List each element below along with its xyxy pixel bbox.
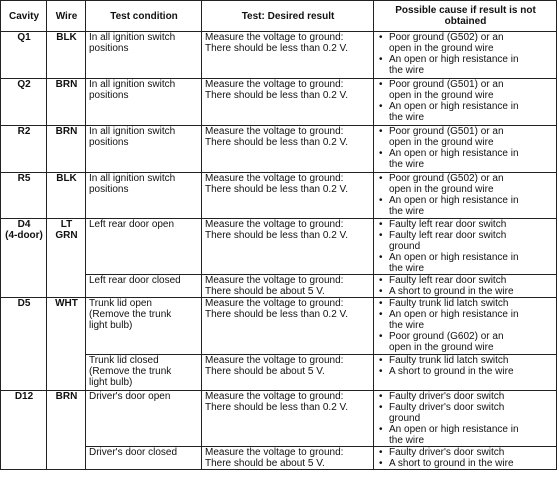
table-row — [1, 79, 557, 126]
wire-text: BLK — [56, 173, 77, 184]
cause-item — [377, 79, 554, 101]
cause-text: Poor ground (G502) or an — [389, 32, 504, 43]
cause-item — [377, 275, 554, 286]
condition-text: Trunk lid closed — [89, 355, 159, 366]
header-cavity: Cavity — [1, 1, 47, 32]
cause-text: A short to ground in the wire — [389, 286, 514, 297]
wire-text: BRN — [55, 391, 78, 402]
bullet-icon: • — [379, 331, 383, 342]
test-condition-cell — [86, 79, 202, 126]
cause-item — [377, 101, 554, 123]
cavity-text: Q1 — [17, 32, 31, 43]
cavity-text: R5 — [17, 173, 31, 184]
result-text: There should be less than 0.2 V. — [205, 43, 349, 54]
test-condition-cell — [86, 173, 202, 219]
wire-text: GRN — [55, 230, 78, 241]
test-condition-cell — [86, 391, 202, 447]
cause-item — [377, 331, 554, 353]
cause-item — [377, 219, 554, 230]
result-text: There should be less than 0.2 V. — [205, 402, 349, 413]
test-condition-cell — [86, 355, 202, 391]
cause-item — [377, 54, 554, 76]
bullet-icon: • — [379, 32, 383, 43]
bullet-icon: • — [379, 79, 383, 90]
bullet-icon: • — [379, 458, 383, 469]
condition-text: positions — [89, 90, 129, 101]
bullet-icon: • — [379, 219, 383, 230]
bullet-icon: • — [379, 424, 383, 435]
possible-cause-cell — [374, 298, 557, 355]
possible-cause-cell — [374, 126, 557, 173]
cause-text: the wire — [389, 159, 425, 170]
cavity-cell — [1, 173, 47, 219]
wire-cell — [47, 391, 86, 470]
table-row — [1, 391, 557, 447]
bullet-icon: • — [379, 230, 383, 241]
cavity-cell — [1, 32, 47, 79]
bullet-icon: • — [379, 402, 383, 413]
possible-cause-cell — [374, 355, 557, 391]
wire-cell — [47, 79, 86, 126]
cause-text: the wire — [389, 206, 425, 217]
table-row — [1, 298, 557, 355]
cause-item — [377, 391, 554, 402]
cause-text: open in the ground wire — [389, 184, 494, 195]
cause-item — [377, 252, 554, 274]
test-condition-cell — [86, 447, 202, 470]
cause-text: the wire — [389, 112, 425, 123]
cause-text: An open or high resistance in — [389, 101, 519, 112]
result-text: Measure the voltage to ground: — [205, 355, 344, 366]
bullet-icon: • — [379, 391, 383, 402]
condition-text: positions — [89, 43, 129, 54]
cause-item — [377, 195, 554, 217]
cause-text: Faulty driver's door switch — [389, 447, 505, 458]
cause-text: An open or high resistance in — [389, 195, 519, 206]
table-row — [1, 173, 557, 219]
header-row — [1, 1, 557, 32]
table-row — [1, 126, 557, 173]
condition-text: light bulb) — [89, 320, 133, 331]
bullet-icon: • — [379, 148, 383, 159]
result-text: There should be less than 0.2 V. — [205, 230, 349, 241]
header-possible-cause — [374, 1, 557, 32]
cause-item — [377, 298, 554, 309]
header-wire: Wire — [47, 1, 86, 32]
cause-item — [377, 447, 554, 458]
condition-text: light bulb) — [89, 377, 133, 388]
result-text: Measure the voltage to ground: — [205, 447, 344, 458]
condition-text: Trunk lid open — [89, 298, 152, 309]
cause-item — [377, 355, 554, 366]
possible-cause-cell — [374, 447, 557, 470]
desired-result-cell — [202, 447, 374, 470]
cause-item — [377, 148, 554, 170]
condition-text: In all ignition switch — [89, 126, 176, 137]
header-desired-result: Test: Desired result — [202, 1, 374, 32]
possible-cause-cell — [374, 32, 557, 79]
cause-text: An open or high resistance in — [389, 54, 519, 65]
cavity-cell — [1, 79, 47, 126]
cause-item — [377, 309, 554, 331]
wire-cell — [47, 32, 86, 79]
cause-item — [377, 458, 554, 469]
possible-cause-cell — [374, 391, 557, 447]
result-text: There should be about 5 V. — [205, 366, 325, 377]
desired-result-cell — [202, 275, 374, 298]
result-text: Measure the voltage to ground: — [205, 298, 344, 309]
cavity-text: R2 — [17, 126, 31, 137]
wire-cell — [47, 219, 86, 298]
bullet-icon: • — [379, 54, 383, 65]
cause-text: Faulty left rear door switch — [389, 275, 507, 286]
table-row — [1, 32, 557, 79]
cause-text: Faulty driver's door switch — [389, 402, 505, 413]
desired-result-cell — [202, 298, 374, 355]
desired-result-cell — [202, 219, 374, 275]
bullet-icon: • — [379, 355, 383, 366]
condition-text: (Remove the trunk — [89, 366, 172, 377]
cause-text: Faulty driver's door switch — [389, 391, 505, 402]
bullet-icon: • — [379, 298, 383, 309]
result-text: There should be less than 0.2 V. — [205, 137, 349, 148]
possible-cause-cell — [374, 173, 557, 219]
cause-text: open in the ground wire — [389, 90, 494, 101]
result-text: Measure the voltage to ground: — [205, 126, 344, 137]
cause-item — [377, 286, 554, 297]
condition-text: (Remove the trunk — [89, 309, 172, 320]
condition-text: In all ignition switch — [89, 32, 176, 43]
bullet-icon: • — [379, 173, 383, 184]
wire-cell — [47, 298, 86, 391]
cause-item — [377, 126, 554, 148]
cavity-text: Q2 — [17, 79, 31, 90]
condition-text: positions — [89, 137, 129, 148]
desired-result-cell — [202, 391, 374, 447]
result-text: There should be about 5 V. — [205, 286, 325, 297]
cause-item — [377, 366, 554, 377]
cause-item — [377, 402, 554, 424]
result-text: Measure the voltage to ground: — [205, 79, 344, 90]
cause-text: open in the ground wire — [389, 342, 494, 353]
desired-result-cell — [202, 79, 374, 126]
cause-text: A short to ground in the wire — [389, 458, 514, 469]
condition-text: Driver's door closed — [89, 447, 178, 458]
cause-text: Poor ground (G602) or an — [389, 331, 504, 342]
result-text: There should be less than 0.2 V. — [205, 309, 349, 320]
bullet-icon: • — [379, 275, 383, 286]
bullet-icon: • — [379, 101, 383, 112]
cavity-cell — [1, 126, 47, 173]
cause-text: ground — [389, 241, 421, 252]
result-text: There should be about 5 V. — [205, 458, 325, 469]
bullet-icon: • — [379, 195, 383, 206]
table-row — [1, 219, 557, 275]
result-text: Measure the voltage to ground: — [205, 32, 344, 43]
result-text: Measure the voltage to ground: — [205, 391, 344, 402]
cause-text: An open or high resistance in — [389, 309, 519, 320]
table-body — [1, 32, 557, 470]
test-condition-cell — [86, 219, 202, 275]
condition-text: positions — [89, 184, 129, 195]
header-possible-cause-line: Possible cause if result is not — [395, 5, 536, 16]
cause-text: Poor ground (G502) or an — [389, 173, 504, 184]
result-text: There should be less than 0.2 V. — [205, 184, 349, 195]
cause-text: the wire — [389, 65, 425, 76]
cause-item — [377, 230, 554, 252]
result-text: Measure the voltage to ground: — [205, 275, 344, 286]
condition-text: Left rear door open — [89, 219, 175, 230]
condition-text: Left rear door closed — [89, 275, 181, 286]
cause-text: Poor ground (G501) or an — [389, 126, 504, 137]
cause-text: ground — [389, 413, 421, 424]
bullet-icon: • — [379, 286, 383, 297]
bullet-icon: • — [379, 366, 383, 377]
cause-text: open in the ground wire — [389, 137, 494, 148]
cavity-cell — [1, 391, 47, 470]
cause-item — [377, 424, 554, 446]
test-condition-cell — [86, 275, 202, 298]
cause-text: Faulty trunk lid latch switch — [389, 298, 509, 309]
possible-cause-cell — [374, 79, 557, 126]
bullet-icon: • — [379, 252, 383, 263]
desired-result-cell — [202, 355, 374, 391]
wire-text: WHT — [55, 298, 78, 309]
cause-text: A short to ground in the wire — [389, 366, 514, 377]
condition-text: In all ignition switch — [89, 79, 176, 90]
cause-text: Faulty left rear door switch — [389, 219, 507, 230]
cavity-cell — [1, 219, 47, 298]
result-text: Measure the voltage to ground: — [205, 219, 344, 230]
test-condition-cell — [86, 32, 202, 79]
cavity-cell — [1, 298, 47, 391]
wire-text: BLK — [56, 32, 77, 43]
bullet-icon: • — [379, 309, 383, 320]
result-text: There should be less than 0.2 V. — [205, 90, 349, 101]
cause-text: An open or high resistance in — [389, 148, 519, 159]
test-condition-cell — [86, 126, 202, 173]
cause-text: the wire — [389, 435, 425, 446]
condition-text: In all ignition switch — [89, 173, 176, 184]
cavity-text: D5 — [17, 298, 31, 309]
test-condition-cell — [86, 298, 202, 355]
cavity-text: D4 — [17, 219, 31, 230]
wire-text: LT — [60, 219, 73, 230]
wire-cell — [47, 173, 86, 219]
possible-cause-cell — [374, 219, 557, 275]
cause-text: Faulty left rear door switch — [389, 230, 507, 241]
desired-result-cell — [202, 32, 374, 79]
wire-text: BRN — [55, 126, 78, 137]
cause-text: Poor ground (G501) or an — [389, 79, 504, 90]
header-possible-cause-line: obtained — [444, 16, 487, 27]
wire-cell — [47, 126, 86, 173]
bullet-icon: • — [379, 447, 383, 458]
possible-cause-cell — [374, 275, 557, 298]
cause-text: the wire — [389, 320, 425, 331]
cause-item — [377, 32, 554, 54]
desired-result-cell — [202, 173, 374, 219]
cavity-text: D12 — [14, 391, 34, 402]
cause-text: An open or high resistance in — [389, 424, 519, 435]
cause-text: the wire — [389, 263, 425, 274]
bullet-icon: • — [379, 126, 383, 137]
desired-result-cell — [202, 126, 374, 173]
cause-text: open in the ground wire — [389, 43, 494, 54]
cause-item — [377, 173, 554, 195]
cavity-text: (4-door) — [5, 230, 43, 241]
result-text: Measure the voltage to ground: — [205, 173, 344, 184]
header-test-condition: Test condition — [86, 1, 202, 32]
condition-text: Driver's door open — [89, 391, 171, 402]
wire-text: BRN — [55, 79, 78, 90]
cause-text: Faulty trunk lid latch switch — [389, 355, 509, 366]
cause-text: An open or high resistance in — [389, 252, 519, 263]
